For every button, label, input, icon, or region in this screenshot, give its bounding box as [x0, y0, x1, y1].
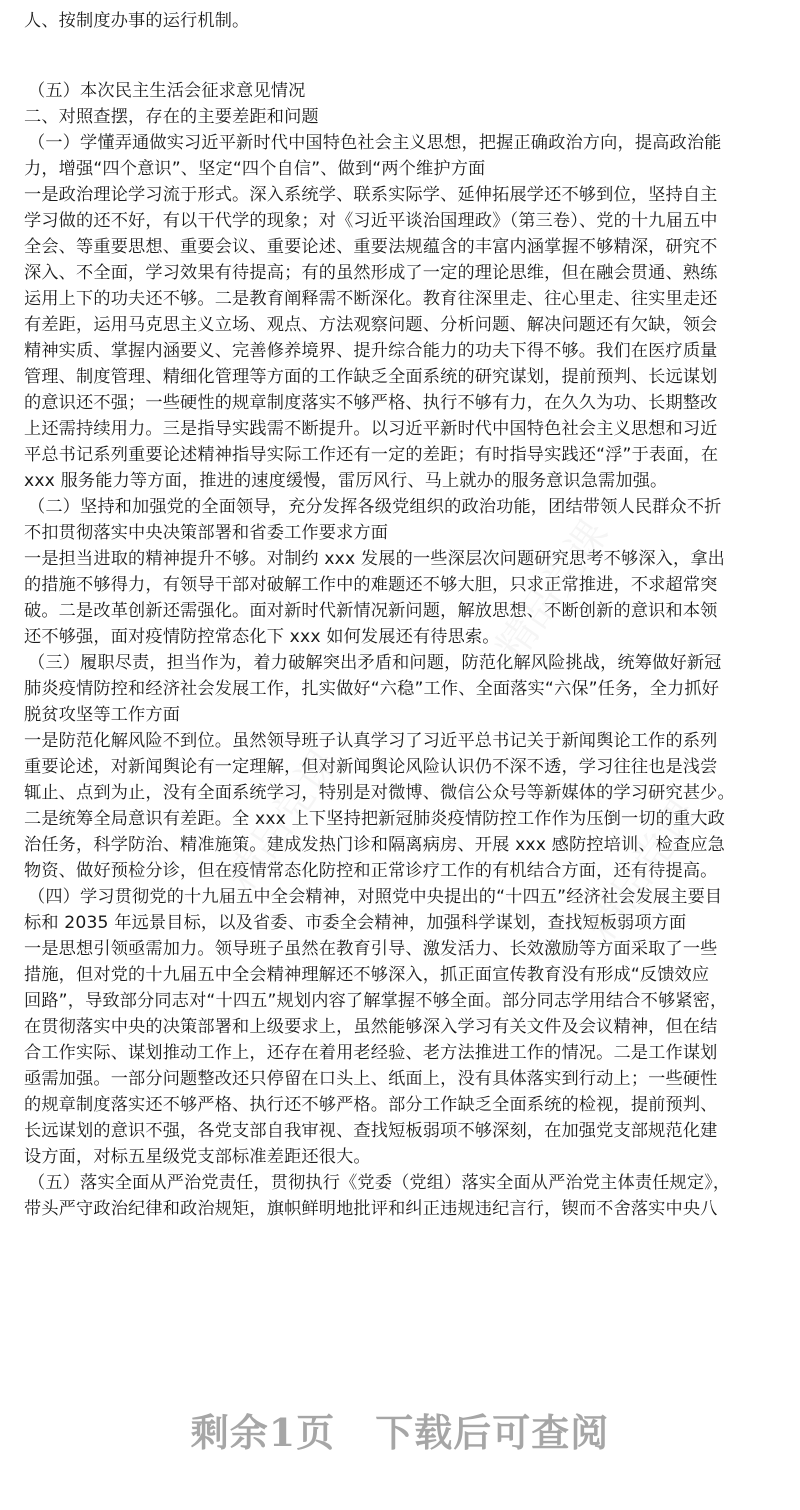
text-line: 上还需持续用力。三是指导实践需不断提升。以习近平新时代中国特色社会主义思想和习近 — [24, 419, 718, 439]
text-line: 学习做的还不好，有以干代学的现象；对《习近平谈治国理政》（第三卷）、党的十九届五中 — [24, 211, 718, 231]
text-line: 全会、等重要思想、重要会议、重要论述、重要法规蕴含的丰富内涵掌握不够精深，研究不 — [24, 237, 718, 257]
text-line: 在贯彻落实中央的决策部署和上级要求上，虽然能够深入学习有关文件及会议精神，但在结 — [24, 1017, 718, 1037]
text-line: 平总书记系列重要论述精神指导实际工作还有一定的差距；有时指导实践还“浮”于表面，在 — [24, 445, 719, 465]
text-line: 一是政治理论学习流于形式。深入系统学、联系实际学、延伸拓展学还不够到位，坚持自主 — [24, 185, 718, 205]
text-line: 力，增强“四个意识”、坚定“四个自信”、做到“两个维护方面 — [24, 159, 486, 179]
text-line: 还不够强，面对疫情防控常态化下 xxx 如何发展还有待思索。 — [24, 627, 500, 647]
watermark: 精品党课 — [488, 511, 618, 670]
text-line: 一是担当进取的精神提升不够。对制约 xxx 发展的一些深层次问题研究思考不够深入，拿出 — [24, 549, 726, 569]
text-line: 物资、做好预检分诊，但在疫情常态化防控和正常诊疗工作的有机结合方面，还有待提高。 — [24, 861, 718, 881]
section-heading: （三）履职尽责，担当作为，着力破解突出矛盾和问题，防范化解风险挑战，统筹做好新冠 — [28, 653, 722, 673]
text-line: 措施，但对党的十九届五中全会精神理解还不够深入，抓正面宣传教育没有形成“反馈效应 — [24, 965, 710, 985]
text-line: 的措施不够得力，有领导干部对破解工作中的难题还不够大胆，只求正常推进，不求超常突 — [24, 575, 718, 595]
text-line: 合工作实际、谋划推动工作上，还存在着用老经验、老方法推进工作的情况。二是工作谋划 — [24, 1043, 718, 1063]
text-line: 人、按制度办事的运行机制。 — [24, 11, 250, 31]
text-line: 脱贫攻坚等工作方面 — [24, 705, 181, 725]
section-heading: （二）坚持和加强党的全面领导，充分发挥各级党组织的政治功能，团结带领人民群众不折 — [28, 497, 722, 517]
text-line: 的规章制度落实还不够严格、执行还不够严格。部分工作缺乏全面系统的检视，提前预判、 — [24, 1095, 718, 1115]
section-heading: （五）本次民主生活会征求意见情况 — [28, 81, 306, 101]
text-line: 标和 2035 年远景目标，以及省委、市委全会精神，加强科学谋划，查找短板弱项方面 — [24, 913, 687, 933]
text-line: 辄止、点到为止，没有全面系统学习，特别是对微博、微信公众号等新媒体的学习研究甚少。 — [24, 783, 735, 803]
watermark: 精品党课 — [578, 791, 708, 950]
text-line: 一是防范化解风险不到位。虽然领导班子认真学习了习近平总书记关于新闻舆论工作的系列 — [24, 731, 718, 751]
download-prompt-label[interactable]: 下载后可查阅 — [375, 1410, 610, 1455]
text-line: xxx 服务能力等方面，推进的速度缓慢，雷厉风行、马上就办的服务意识急需加强。 — [24, 471, 668, 491]
text-line: 长远谋划的意识不强，各党支部自我审视、查找短板弱项不够深刻，在加强党支部规范化建 — [24, 1121, 718, 1141]
text-line: 设方面，对标五星级党支部标准差距还很大。 — [24, 1147, 371, 1167]
watermark: 精品党课 — [218, 741, 348, 900]
download-banner[interactable] — [0, 1408, 800, 1458]
text-line: 一是思想引领亟需加力。领导班子虽然在教育引导、激发活力、长效激励等方面采取了一些 — [24, 939, 718, 959]
section-heading: （一）学懂弄通做实习近平新时代中国特色社会主义思想，把握正确政治方向，提高政治能 — [28, 133, 722, 153]
section-heading: （四）学习贯彻党的十九届五中全会精神，对照党中央提出的“十四五”经济社会发展主要目 — [28, 887, 723, 907]
chapter-heading: 二、对照查摆，存在的主要差距和问题 — [24, 107, 319, 127]
text-line: 深入、不全面，学习效果有待提高；有的虽然形成了一定的理论思维，但在融会贯通、熟练 — [24, 263, 718, 283]
text-line: 重要论述，对新闻舆论有一定理解，但对新闻舆论风险认识仍不深不透，学习往往也是浅尝 — [24, 757, 718, 777]
text-line: 管理、制度管理、精细化管理等方面的工作缺乏全面系统的研究谋划，提前预判、长远谋划 — [24, 367, 718, 387]
text-line: 肺炎疫情防控和经济社会发展工作，扎实做好“六稳”工作、全面落实“六保”任务，全力抓好 — [24, 679, 720, 699]
section-heading: （五）落实全面从严治党责任，贯彻执行《党委（党组）落实全面从严治党主体责任规定》， — [28, 1173, 731, 1193]
text-line: 的意识还不强；一些硬性的规章制度落实不够严格、执行不够有力，在久久为功、长期整改 — [24, 393, 718, 413]
text-line: 亟需加强。一部分问题整改还只停留在口头上、纸面上，没有具体落实到行动上；一些硬性 — [24, 1069, 718, 1089]
text-line: 精神实质、掌握内涵要义、完善修养境界、提升综合能力的功夫下得不够。我们在医疗质量 — [24, 341, 718, 361]
text-line: 治任务，科学防治、精准施策。建成发热门诊和隔离病房、开展 xxx 感防控培训、检查应急 — [24, 835, 726, 855]
text-line: 回路”，导致部分同志对“十四五”规划内容了解掌握不够全面。部分同志学用结合不够紧密， — [24, 991, 728, 1011]
text-line: 有差距，运用马克思主义立场、观点、方法观察问题、分析问题、解决问题还有欠缺，领会 — [24, 315, 718, 335]
text-line: 运用上下的功夫还不够。二是教育阐释需不断深化。教育往深里走、往心里走、往实里走还 — [24, 289, 718, 309]
remaining-pages-label: 剩余1页 — [190, 1410, 336, 1455]
text-line: 带头严守政治纪律和政治规矩，旗帜鲜明地批评和纠正违规违纪言行，锲而不舍落实中央八 — [24, 1199, 718, 1219]
text-line: 破。二是改革创新还需强化。面对新时代新情况新问题，解放思想、不断创新的意识和本领 — [24, 601, 718, 621]
text-line: 二是统筹全局意识有差距。全 xxx 上下坚持把新冠肺炎疫情防控工作作为压倒一切的重大政 — [24, 809, 726, 829]
text-line: 不扣贯彻落实中央决策部署和省委工作要求方面 — [24, 523, 389, 543]
